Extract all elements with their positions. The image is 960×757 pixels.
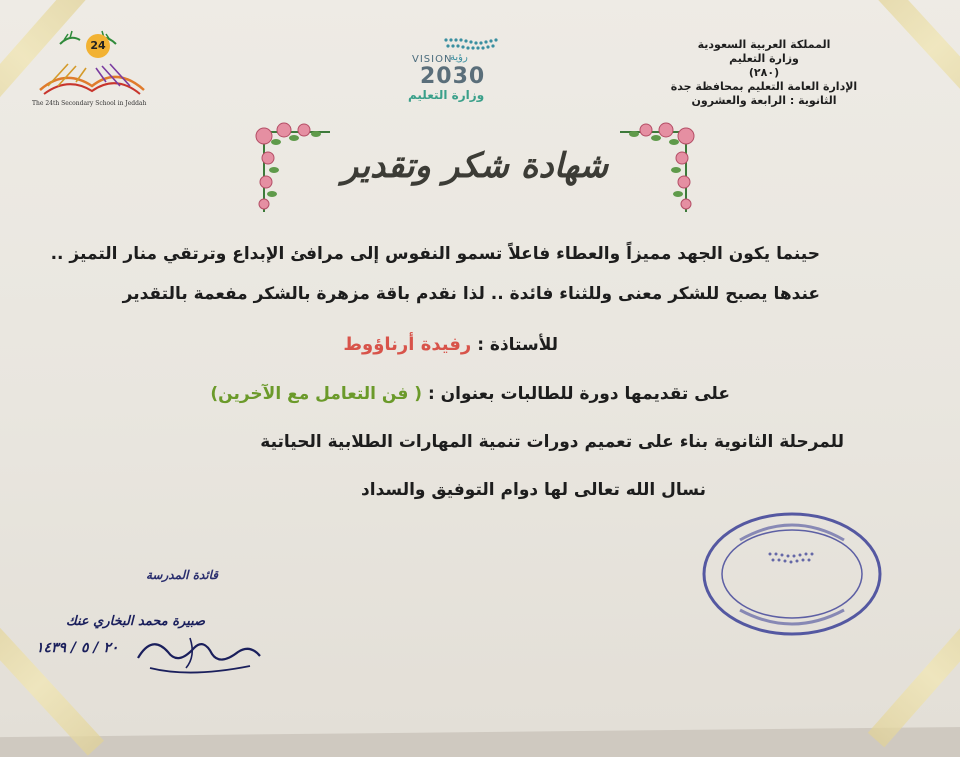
school-number-badge: 24 xyxy=(86,34,110,58)
body-line: عندها يصبح للشكر معنى وللثناء فائدة .. لذا نقدم باقة مزهرة بالشكر مفعمة بالتقدير xyxy=(122,284,820,304)
body-line: للمرحلة الثانوية بناء على تعميم دورات تنمية المهارات الطلابية الحياتية xyxy=(260,432,844,452)
corner-ribbon xyxy=(0,616,104,756)
handwritten-signature xyxy=(130,628,270,678)
principal-title: قائدة المدرسة xyxy=(146,568,219,582)
vision-year: 2030 xyxy=(420,64,486,89)
ministry-header xyxy=(644,38,884,108)
vision-latin: VISION xyxy=(412,54,453,65)
school-logo-caption: The 24th Secondary School in Jeddah xyxy=(32,100,147,107)
vision-ministry: وزارة التعليم xyxy=(408,88,485,102)
ministry-line: وزارة التعليم xyxy=(729,52,799,65)
teacher-line xyxy=(0,334,558,355)
body-line: حينما يكون الجهد مميزاً والعطاء فاعلاً تسمو النفوس إلى مرافئ الإبداع وترتقي منار التميز .. xyxy=(50,244,820,264)
ministry-line: (٢٨٠) xyxy=(748,66,780,79)
vision-dots-icon xyxy=(442,36,502,52)
teacher-name: رفيدة أرناؤوط xyxy=(343,334,472,355)
course-name: ( فن التعامل مع الآخرين) xyxy=(210,384,423,404)
ministry-line: الثانوية : الرابعة والعشرون xyxy=(691,94,837,107)
vision-2030-logo xyxy=(398,34,518,100)
school-logo xyxy=(30,26,150,116)
ministry-line: الإدارة العامة التعليم بمحافظة جدة xyxy=(670,80,858,93)
principal-name: صبيرة محمد البخاري عنك xyxy=(66,614,206,629)
course-prefix: على تقديمها دورة للطالبات بعنوان : xyxy=(427,384,730,404)
teacher-prefix: للأستاذة : xyxy=(477,335,558,355)
certificate-title: شهادة شكر وتقدير xyxy=(341,146,609,186)
official-stamp xyxy=(700,510,884,638)
body-line: نسال الله تعالى لها دوام التوفيق والسداد xyxy=(361,480,706,500)
title-frame xyxy=(250,112,700,222)
signature-date: ٢٠ / ٥ / ١٤٣٩ xyxy=(36,640,119,656)
course-line xyxy=(0,384,730,404)
stamp-seal-icon xyxy=(700,510,884,638)
vision-arabic: رؤية xyxy=(450,52,468,63)
ministry-line: المملكة العربية السعودية xyxy=(697,38,831,51)
